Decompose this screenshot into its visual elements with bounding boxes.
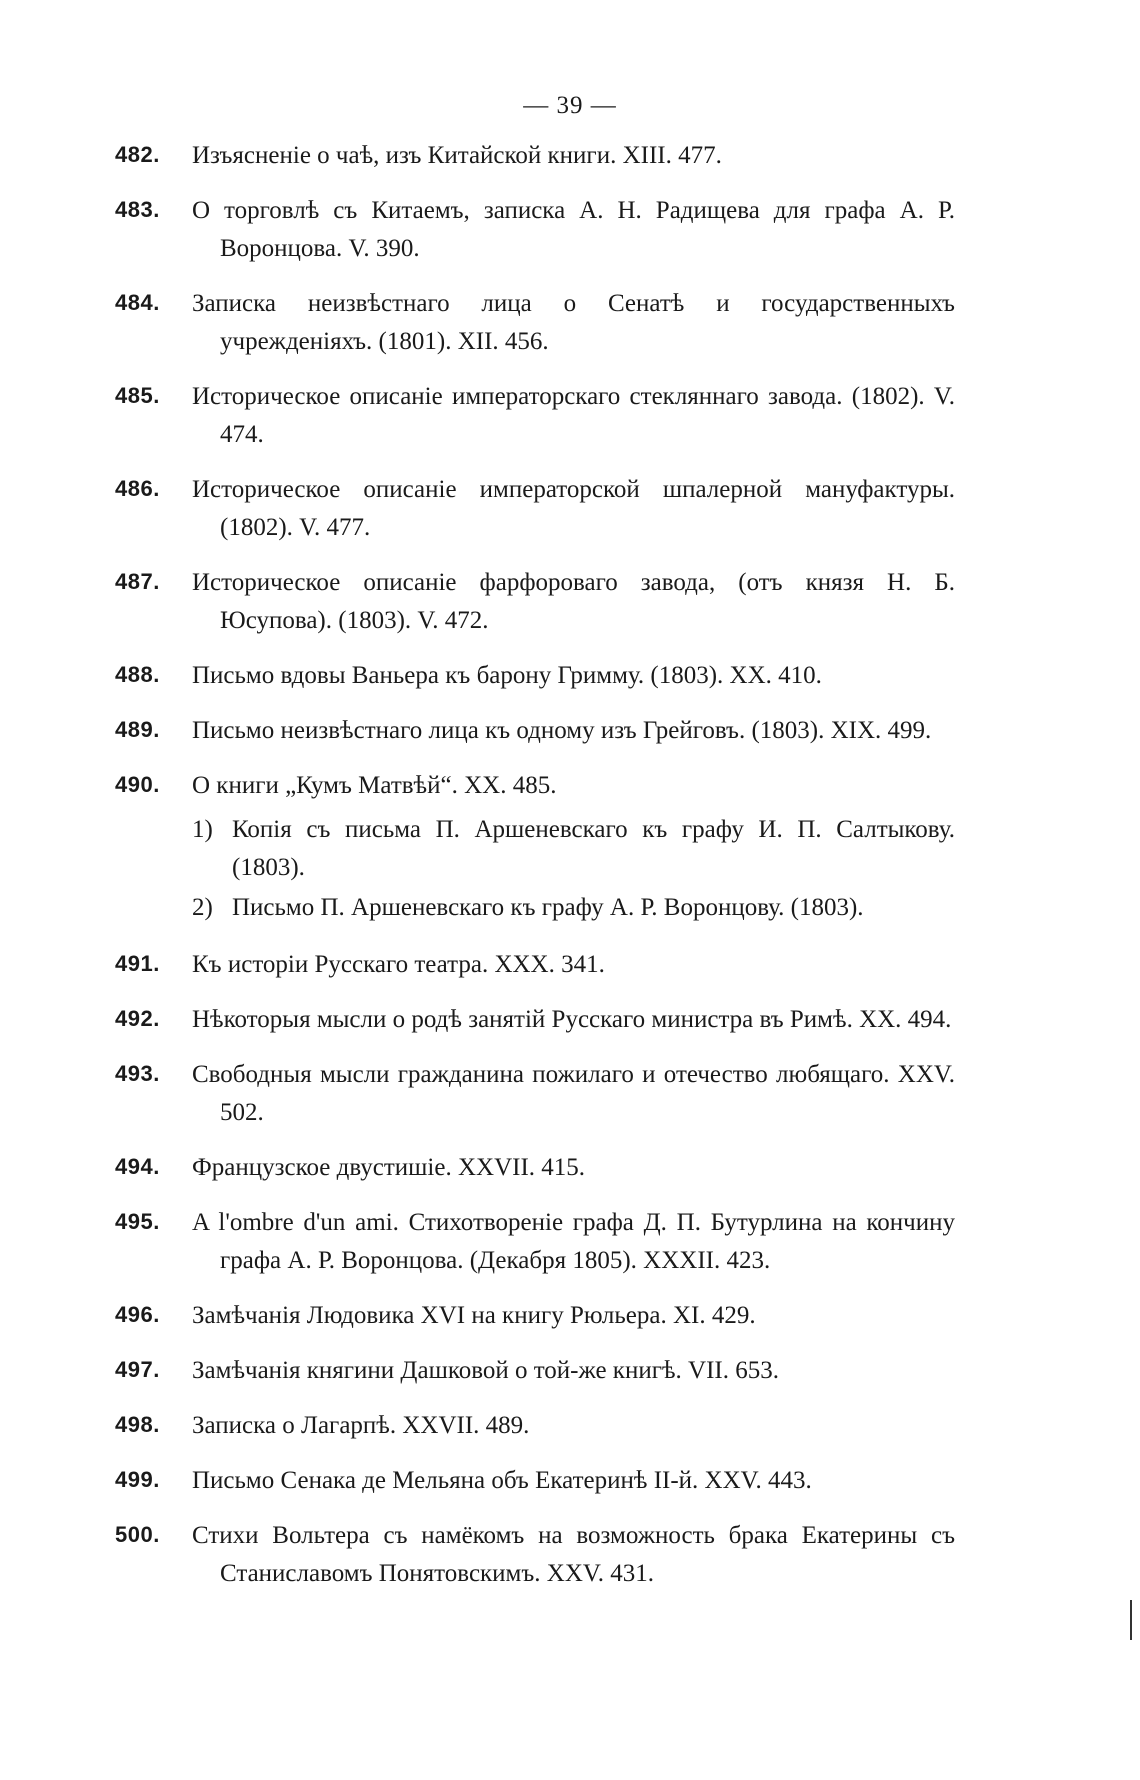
entry-text: Записка о Лагарпѣ. XXVII. 489. [192,1412,530,1439]
entry-text: Замѣчанія княгини Дашковой о той-же книгѣ. VII. 653. [192,1357,779,1384]
entry-number: 494. [115,1154,160,1179]
entry-number: 498. [115,1412,160,1437]
entry-body [192,1001,955,1039]
entry-body [192,657,955,695]
entry-text: Письмо вдовы Ваньера къ барону Гримму. (1803). XX. 410. [192,662,822,689]
entry-body [192,1352,955,1390]
list-item [115,1352,955,1390]
subitem [192,811,955,887]
entry-number: 493. [115,1061,160,1086]
entry-body [192,471,955,547]
entry-text: Нѣкоторыя мысли о родѣ занятій Русскаго министра въ Римѣ. XX. 494. [192,1006,952,1033]
entry-text: Историческое описаніе фарфороваго завода, (отъ князя Н. Б. Юсупова). (1803). V. 472. [192,569,955,634]
entry-body [192,137,955,175]
entry-text: Французское двустишіе. XXVII. 415. [192,1154,586,1181]
subitem [192,889,955,927]
list-item [115,378,955,454]
entry-number: 495. [115,1209,160,1234]
list-item [115,192,955,268]
entry-body [192,1149,955,1187]
entry-number: 490. [115,772,160,797]
entry-body [192,1056,955,1132]
page-number: — 39 — [523,92,617,119]
entry-number: 499. [115,1467,160,1492]
entry-number: 484. [115,290,160,315]
entry-text: Свободныя мысли гражданина пожилаго и отечество любящаго. XXV. 502. [192,1061,955,1126]
entry-body [192,192,955,268]
entry-body [192,564,955,640]
entry-text: Стихи Вольтера съ намёкомъ на возможность брака Екатерины съ Станиславомъ Понятовскимъ. XXV. 431. [192,1522,955,1587]
entry-text: Письмо Сенака де Мельяна объ Екатеринѣ II-й. XXV. 443. [192,1467,812,1494]
entry-text: Историческое описаніе императорскаго стекляннаго завода. (1802). V. 474. [192,383,955,448]
entry-text: О торговлѣ съ Китаемъ, записка А. Н. Радищева для графа А. Р. Воронцова. V. 390. [192,197,955,262]
list-item [115,767,955,929]
list-item [115,1149,955,1187]
entry-text: Изъясненіе о чаѣ, изъ Китайской книги. XIII. 477. [192,142,722,169]
subitem-text: Письмо П. Аршеневскаго къ графу А. Р. Воронцову. (1803). [232,894,864,921]
entry-text: A l'ombre d'un ami. Стихотвореніе графа Д. П. Бутурлина на кончину графа А. Р. Воронцова. (Декабря 1805). XXXII. 423. [192,1209,955,1274]
entry-number: 492. [115,1006,160,1031]
list-item [115,1407,955,1445]
entry-number: 482. [115,142,160,167]
list-item [115,1056,955,1132]
entry-number: 496. [115,1302,160,1327]
list-item [115,946,955,984]
entry-body [192,1517,955,1593]
entry-number: 489. [115,717,160,742]
subitem-list [192,811,955,927]
list-item [115,1297,955,1335]
entry-number: 487. [115,569,160,594]
entry-body [192,767,955,929]
entry-number: 491. [115,951,160,976]
subitem-number: 2) [192,894,213,921]
list-item [115,1204,955,1280]
entry-text: О книги „Кумъ Матвѣй“. XX. 485. [192,772,557,799]
entry-body [192,946,955,984]
list-item [115,1001,955,1039]
entry-number: 488. [115,662,160,687]
entry-text: Историческое описаніе императорской шпалерной мануфактуры. (1802). V. 477. [192,476,955,541]
entry-body [192,1462,955,1500]
entry-body [192,378,955,454]
list-item [115,712,955,750]
entry-text: Письмо неизвѣстнаго лица къ одному изъ Грейговъ. (1803). XIX. 499. [192,717,932,744]
entry-number: 486. [115,476,160,501]
entry-number: 485. [115,383,160,408]
list-item [115,471,955,547]
entry-number: 497. [115,1357,160,1382]
entry-body [192,712,955,750]
list-item [115,564,955,640]
subitem-text: Копія съ письма П. Аршеневскаго къ графу И. П. Салтыкову. (1803). [232,816,955,881]
entry-number: 483. [115,197,160,222]
entry-text: Записка неизвѣстнаго лица о Сенатѣ и государственныхъ учрежденіяхъ. (1801). XII. 456. [192,290,955,355]
list-item [115,1517,955,1593]
entry-number: 500. [115,1522,160,1547]
entry-body [192,1204,955,1280]
list-item [115,285,955,361]
list-item [115,657,955,695]
entry-list [115,137,955,1610]
entry-body [192,1407,955,1445]
entry-body [192,1297,955,1335]
list-item [115,1462,955,1500]
subitem-number: 1) [192,816,213,843]
list-item [115,137,955,175]
margin-mark [1130,1600,1132,1640]
entry-text: Къ исторіи Русскаго театра. XXX. 341. [192,951,605,978]
entry-body [192,285,955,361]
entry-text: Замѣчанія Людовика XVI на книгу Рюльера. XI. 429. [192,1302,756,1329]
